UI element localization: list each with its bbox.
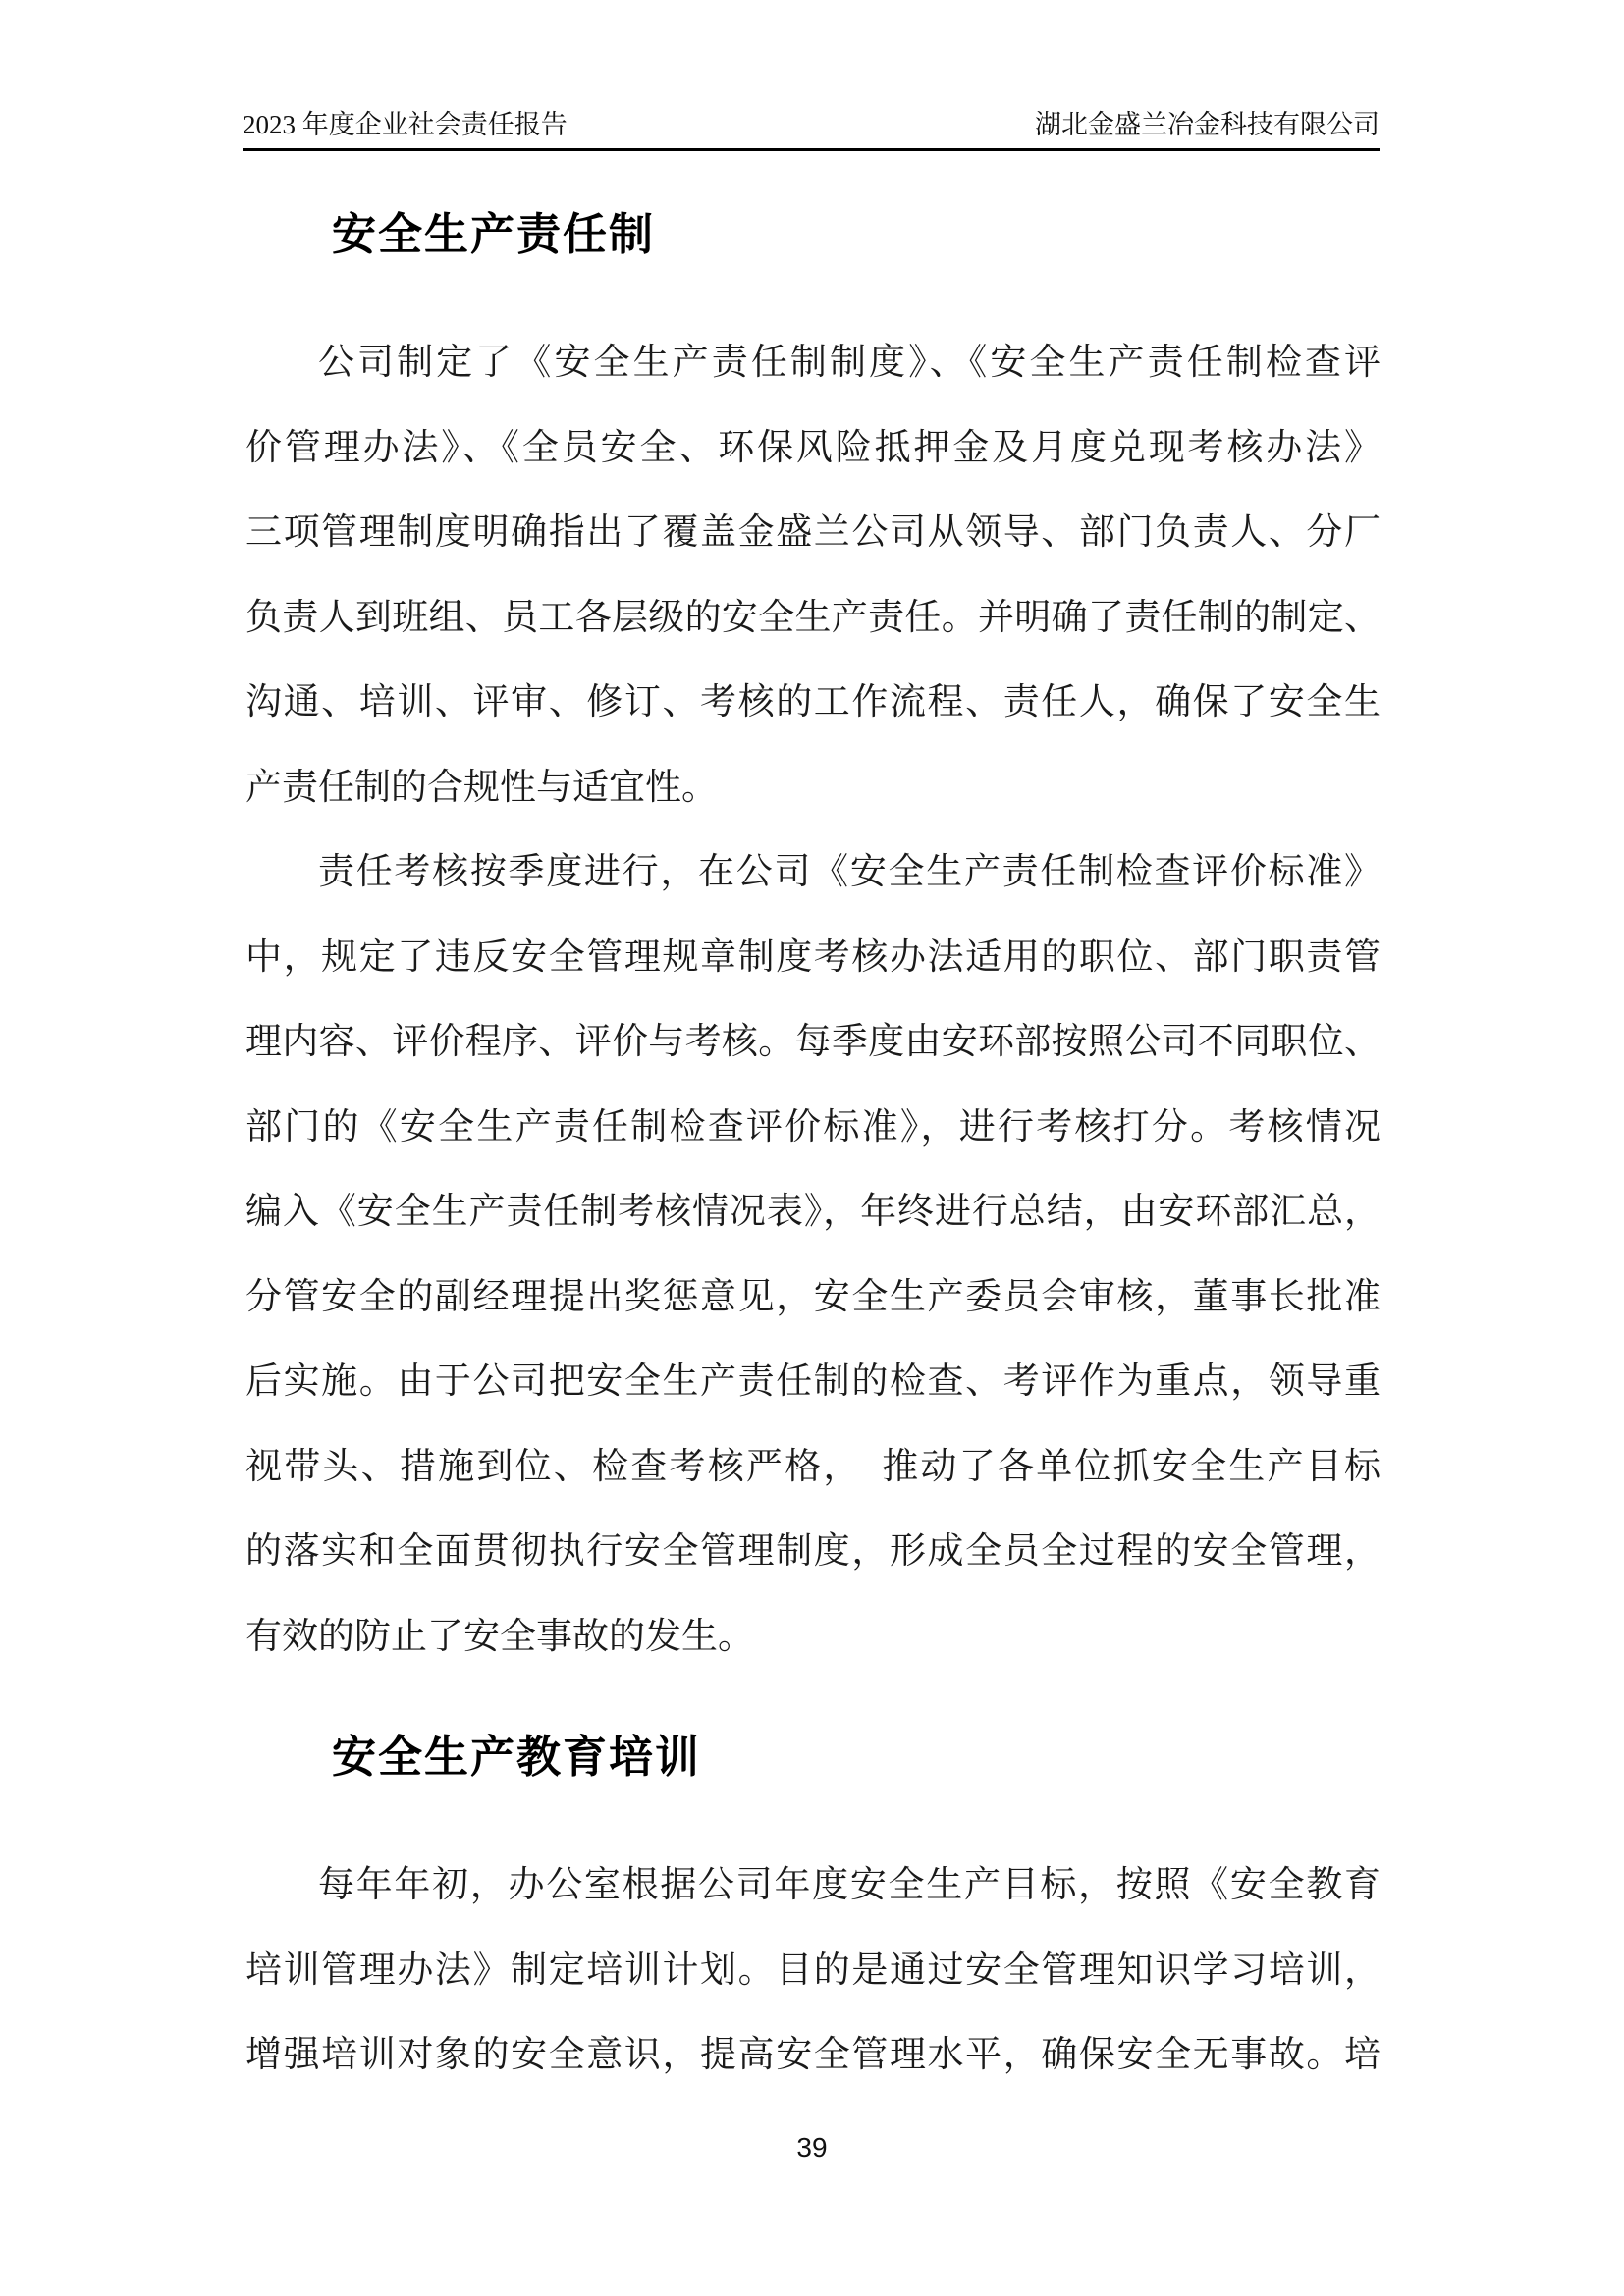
document-body — [245, 211, 1380, 2099]
report-section — [245, 211, 1380, 1680]
report-section — [245, 1734, 1380, 2099]
paragraph-line: 培训管理办法》制定培训计划。目的是通过安全管理知识学习培训， — [245, 1949, 1380, 1991]
page-number: 39 — [796, 2132, 828, 2163]
section-heading: 安全生产教育培训 — [332, 1732, 702, 1782]
paragraph-line: 责任考核按季度进行，在公司《安全生产责任制检查评价标准》 — [318, 852, 1380, 892]
paragraph-line: 价管理办法》、《全员安全、环保风险抵押金及月度兑现考核办法》 — [245, 427, 1380, 468]
section-heading: 安全生产责任制 — [332, 209, 656, 259]
paragraph-line: 理内容、评价程序、评价与考核。每季度由安环部按照公司不同职位、 — [245, 1022, 1380, 1062]
paragraph-line: 编入《安全生产责任制考核情况表》，年终进行总结，由安环部汇总， — [245, 1192, 1380, 1232]
header-left-title: 2023 年度企业社会责任报告 — [243, 110, 568, 139]
paragraph-line: 沟通、培训、评审、修订、考核的工作流程、责任人，确保了安全生 — [245, 682, 1380, 722]
page-header — [243, 108, 1380, 151]
paragraph — [245, 321, 1380, 830]
paragraph-line: 负责人到班组、员工各层级的安全生产责任。并明确了责任制的制定、 — [245, 597, 1380, 638]
paragraph-line: 部门的《安全生产责任制检查评价标准》，进行考核打分。考核情况 — [245, 1106, 1380, 1148]
paragraph-line: 中，规定了违反安全管理规章制度考核办法适用的职位、部门职责管 — [245, 936, 1380, 978]
paragraph-line: 每年年初，办公室根据公司年度安全生产目标，按照《安全教育 — [318, 1865, 1380, 1905]
paragraph-line: 视带头、措施到位、检查考核严格， 推动了各单位抓安全生产目标 — [245, 1446, 1380, 1487]
paragraph-line: 增强培训对象的安全意识，提高安全管理水平，确保安全无事故。培 — [245, 2035, 1380, 2075]
paragraph — [245, 1843, 1380, 2099]
page-footer — [0, 2132, 1624, 2163]
paragraph — [245, 830, 1380, 1680]
paragraph-line: 后实施。由于公司把安全生产责任制的检查、考评作为重点，领导重 — [245, 1362, 1380, 1402]
paragraph-line: 有效的防止了安全事故的发生。 — [245, 1616, 754, 1657]
paragraph-line: 三项管理制度明确指出了覆盖金盛兰公司从领导、部门负责人、分厂 — [245, 512, 1380, 553]
header-right-title: 湖北金盛兰冶金科技有限公司 — [1035, 110, 1380, 139]
paragraph-line: 分管安全的副经理提出奖惩意见，安全生产委员会审核，董事长批准 — [245, 1276, 1380, 1317]
paragraph-line: 公司制定了《安全生产责任制制度》、《安全生产责任制检查评 — [318, 343, 1380, 383]
paragraph-line: 产责任制的合规性与适宜性。 — [245, 767, 718, 808]
paragraph-line: 的落实和全面贯彻执行安全管理制度，形成全员全过程的安全管理， — [245, 1531, 1380, 1572]
